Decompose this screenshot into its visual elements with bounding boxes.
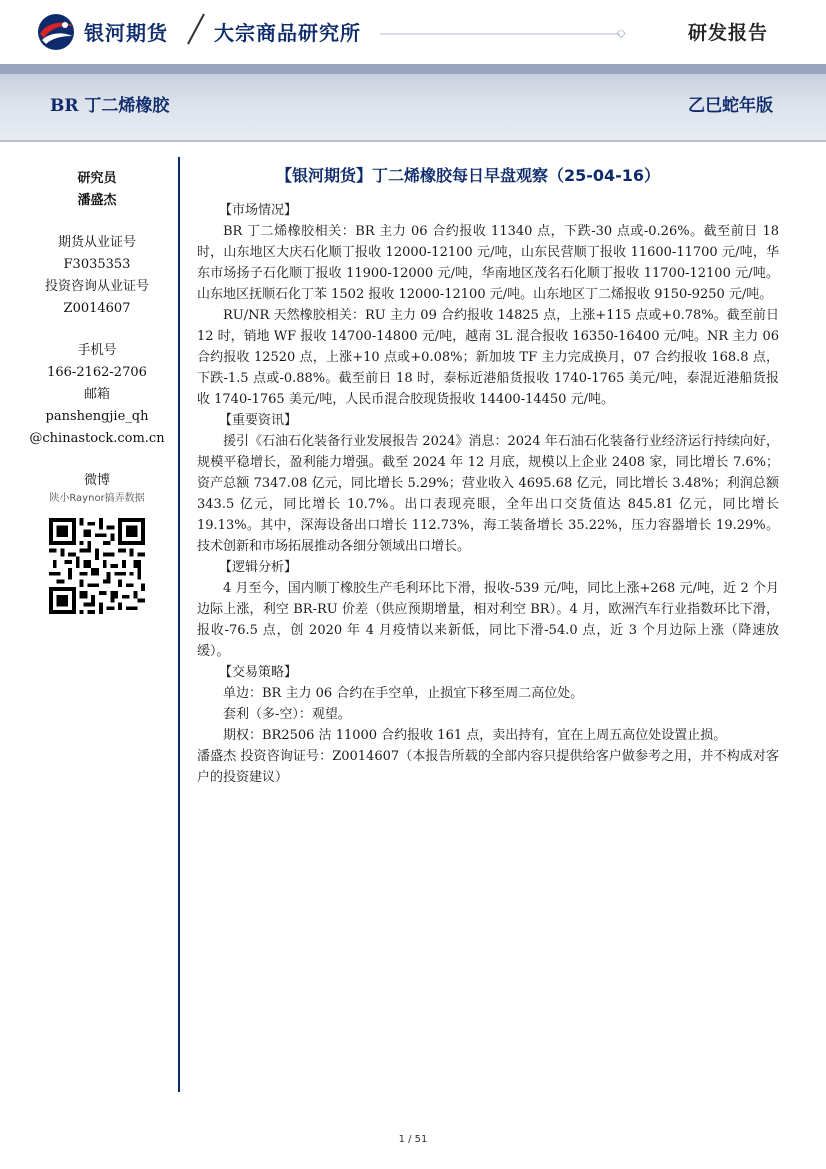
- consult-label: 投资咨询从业证号: [44, 279, 149, 294]
- sidebar-divider: [178, 157, 180, 1092]
- qr-code-icon[interactable]: [49, 518, 145, 614]
- edition-label: 乙巳蛇年版: [688, 96, 773, 116]
- strategy-arbitrage: 套利（多-空）：观望。: [223, 707, 351, 722]
- product-name: BR 丁二烯橡胶: [50, 96, 170, 116]
- analyst-role: 研究员: [77, 171, 117, 186]
- email-label: 邮箱: [83, 387, 110, 402]
- section-heading-logic: 【逻辑分析】: [219, 560, 298, 575]
- analyst-name: 潘盛杰: [77, 193, 117, 208]
- report-body: [197, 200, 779, 788]
- report-title: 【银河期货】丁二烯橡胶每日早盘观察（25-04-16）: [275, 166, 661, 185]
- consult-number: Z0014607: [63, 301, 131, 316]
- page-header: [0, 0, 826, 64]
- report-type: 研发报告: [688, 22, 769, 44]
- divider-slash: [184, 12, 208, 46]
- license-number: F3035353: [63, 257, 131, 272]
- paragraph-logic: 4 月至今，国内顺丁橡胶生产毛利环比下滑，报收-539 元/吨，同比上涨+268 元/吨，近 2 个月边际上涨，利空 BR-RU 价差（供应预期增量，相对利空 BR）。4 月，欧洲汽车行业指数环比下滑，报收-76.5 点，创 2020 年 4 月疫情以来新低，同比下滑-54.0 点，近 3 个月边际上涨（降速放缓）。: [197, 581, 779, 659]
- paragraph-news: 援引《石油石化装备行业发展报告 2024》消息：2024 年石油石化装备行业经济运行持续向好，规模平稳增长，盈利能力增强。截至 2024 年 12 月底，规模以上企业 2408 家，同比增长 7.6%；资产总额 7347.08 亿元，同比增长 5.29%；营业收入 4695.68 亿元，同比增长 3.48%；利润总额 343.5 亿元，同比增长 10.7%。出口表现亮眼，全年出口交货值达 845.81 亿元，同比增长 19.13%。其中，深海设备出口增长 112.73%，海工装备增长 35.22%，压力容器增长 19.29%。技术创新和市场拓展推动各细分领域出口增长。: [197, 434, 779, 554]
- section-heading-market: 【市场情况】: [219, 203, 298, 218]
- page-number: 1 / 51: [398, 1134, 428, 1145]
- section-heading-strategy: 【交易策略】: [219, 665, 298, 680]
- analyst-sidebar: [20, 168, 174, 614]
- phone-label: 手机号: [77, 343, 117, 358]
- email-user[interactable]: panshengjie_qh: [45, 409, 149, 424]
- institute-name: 大宗商品研究所: [214, 21, 361, 45]
- section-heading-news: 【重要资讯】: [219, 413, 298, 428]
- license-label: 期货从业证号: [57, 235, 136, 250]
- phone-number: 166-2162-2706: [47, 365, 147, 380]
- disclaimer: 潘盛杰 投资咨询证号：Z0014607（本报告所载的全部内容只提供给客户做参考之用，并不构成对客户的投资建议）: [197, 749, 779, 785]
- weibo-label: 微博: [83, 473, 110, 488]
- galaxy-logo-icon: [34, 12, 78, 52]
- brand-name: 银河期货: [84, 21, 168, 45]
- band-top-strip: [0, 64, 826, 74]
- band-rule: [0, 140, 826, 142]
- strategy-options: 期权：BR2506 沽 11000 合约报收 161 点，卖出持有，宜在上周五高位处设置止损。: [223, 728, 727, 743]
- weibo-account: 陕小Raynor搞弄数据: [49, 493, 145, 504]
- paragraph-br-market: BR 丁二烯橡胶相关：BR 主力 06 合约报收 11340 点，下跌-30 点或-0.26%。截至前日 18 时，山东地区大庆石化顺丁报收 12000-12100 元/吨，山东民营顺丁报收 11600-11700 元/吨，华东市场扬子石化顺丁报收 11900-12000 元/吨，华南地区茂名石化顺丁报收 11700-12100 元/吨。山东地区抚顺石化丁苯 1502 报收 12000-12100 元/吨。山东地区丁二烯报收 9150-9250 元/吨。: [197, 224, 779, 302]
- header-decor-line: [380, 30, 626, 38]
- email-domain[interactable]: @chinastock.com.cn: [29, 431, 165, 446]
- strategy-single-side: 单边：BR 主力 06 合约在手空单，止损宜下移至周二高位处。: [223, 686, 584, 701]
- paragraph-ru-nr-market: RU/NR 天然橡胶相关：RU 主力 09 合约报收 14825 点，上涨+115 点或+0.78%。截至前日 12 时，销地 WF 报收 14700-14800 元/吨，越南 3L 混合报收 16350-16400 元/吨。NR 主力 06 合约报收 12520 点，上涨+10 点或+0.08%；新加坡 TF 主力完成换月，07 合约报收 168.8 点，下跌-1.5 点或-0.88%。截至前日 18 时，泰标近港船货报收 1740-1765 美元/吨，泰混近港船货报收 1740-1765 美元/吨，人民币混合胶现货报收 14400-14450 元/吨。: [197, 308, 779, 407]
